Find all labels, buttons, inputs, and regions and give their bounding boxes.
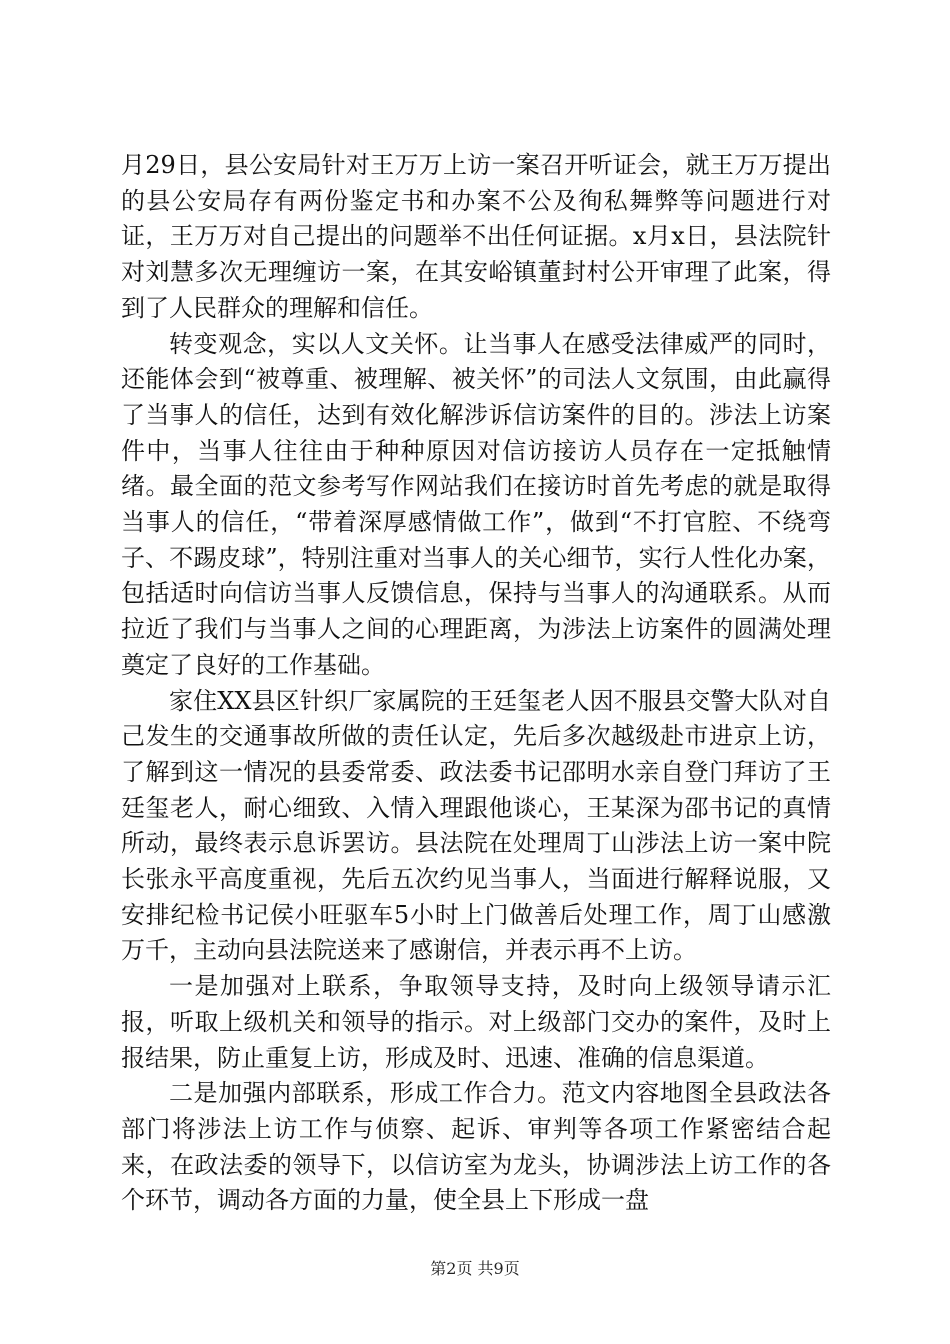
paragraph: 月29日，县公安局针对王万万上访一案召开听证会，就王万万提出的县公安局存有两份鉴定书和办案不公及徇私舞弊等问题进行对证，王万万对自己提出的问题举不出任何证据。x月x日，县法院针对刘慧多次无理缠访一案，在其安峪镇董封村公开审理了此案，得到了人民群众的理解和信任。: [121, 151, 831, 322]
page-number-footer: 第2页 共9页: [430, 1259, 520, 1278]
paragraph: 转变观念，实以人文关怀。让当事人在感受法律威严的同时，还能体会到“被尊重、被理解、被关怀”的司法人文氛围，由此赢得了当事人的信任，达到有效化解涉诉信访案件的目的。涉法上访案件中，当事人往往由于种种原因对信访接访人员存在一定抵触情绪。最全面的范文参考写作网站我们在接访时首先考虑的就是取得当事人的信任，“带着深厚感情做工作”，做到“不打官腔、不绕弯子、不踢皮球”，特别注重对当事人的关心细节，实行人性化办案，包括适时向信访当事人反馈信息，保持与当事人的沟通联系。从而拉近了我们与当事人之间的心理距离，为涉法上访案件的圆满处理奠定了良好的工作基础。: [121, 329, 831, 679]
paragraph: 一是加强对上联系，争取领导支持，及时向上级领导请示汇报，听取上级机关和领导的指示。对上级部门交办的案件，及时上报结果，防止重复上访，形成及时、迅速、准确的信息渠道。: [121, 972, 831, 1072]
paragraph: 二是加强内部联系，形成工作合力。范文内容地图全县政法各部门将涉法上访工作与侦察、起诉、审判等各项工作紧密结合起来，在政法委的领导下，以信访室为龙头，协调涉法上访工作的各个环节，调动各方面的力量，使全县上下形成一盘: [121, 1079, 831, 1215]
document-body: [121, 148, 831, 1219]
paragraph: 家住XX县区针织厂家属院的王廷玺老人因不服县交警大队对自己发生的交通事故所做的责任认定，先后多次越级赴市进京上访，了解到这一情况的县委常委、政法委书记邵明水亲自登门拜访了王廷玺老人，耐心细致、入情入理跟他谈心，王某深为邵书记的真情所动，最终表示息诉罢访。县法院在处理周丁山涉法上访一案中院长张永平高度重视，先后五次约见当事人，当面进行解释说服，又安排纪检书记侯小旺驱车5小时上门做善后处理工作，周丁山感激万千，主动向县法院送来了感谢信，并表示再不上访。: [121, 686, 831, 965]
